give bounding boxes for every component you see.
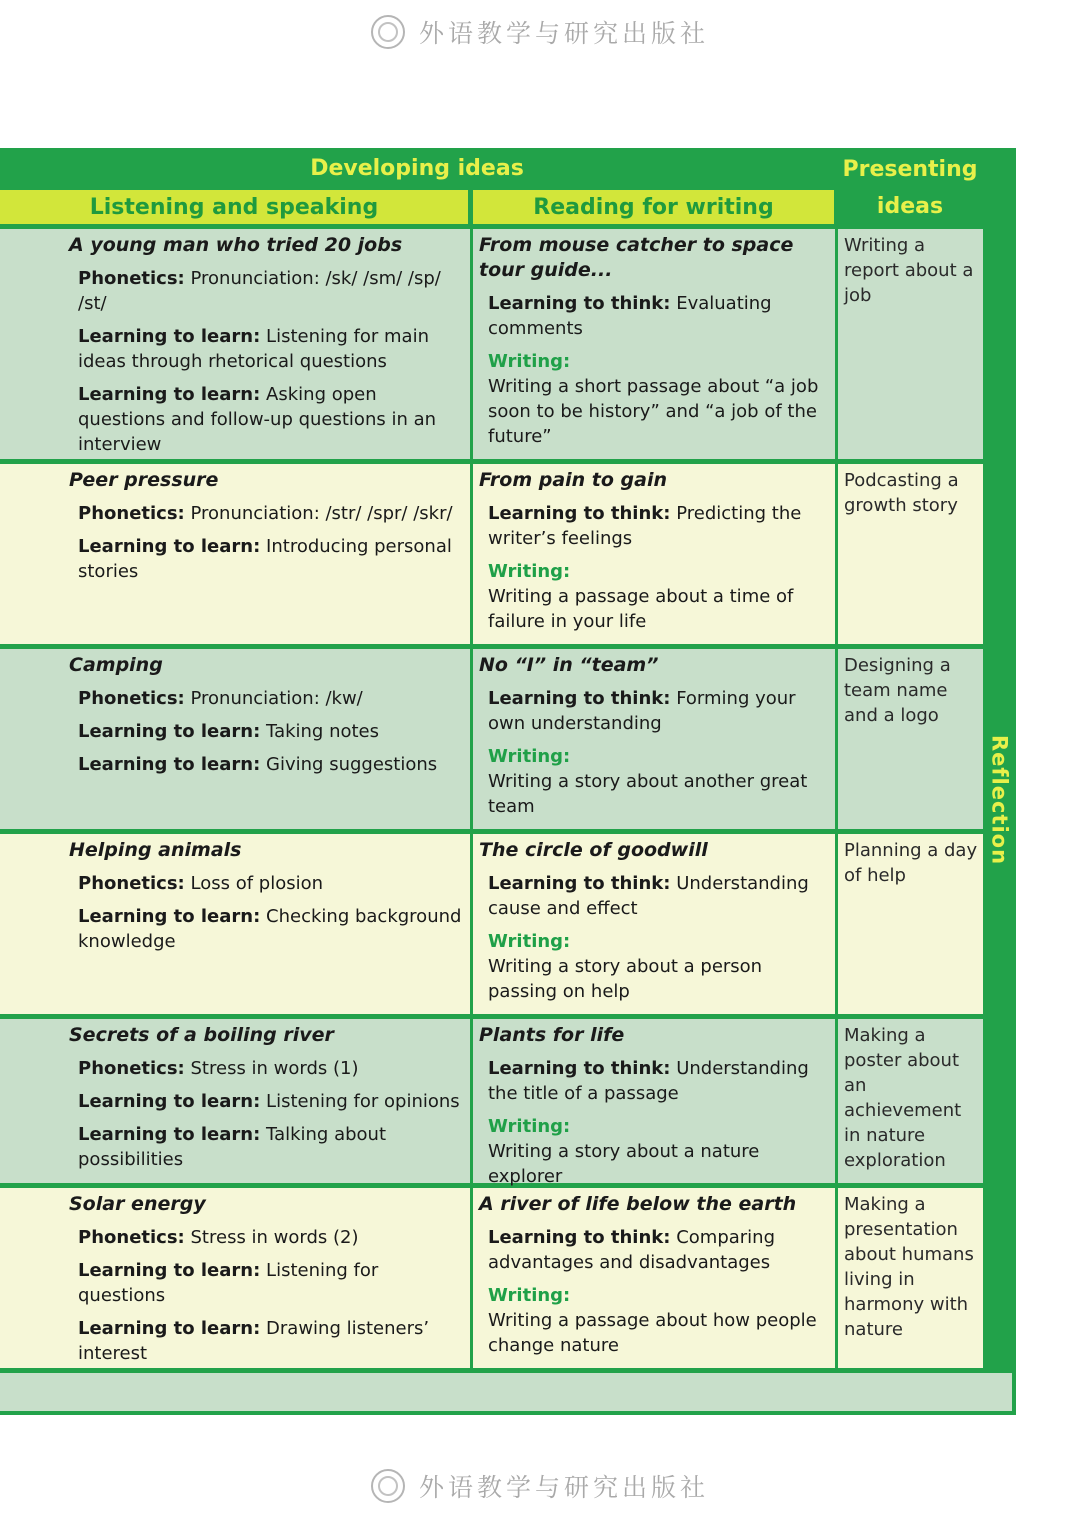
learning-value: Giving suggestions — [266, 754, 438, 775]
presenting-cell — [838, 649, 983, 829]
thinking-item — [488, 501, 829, 551]
thinking-value: Understanding cause and effect — [488, 873, 809, 919]
header-presenting-line1: Presenting — [842, 157, 978, 182]
reading-cell — [473, 649, 835, 829]
phonetics-label: Phonetics: — [78, 873, 185, 894]
learning-label: Learning to learn: — [78, 906, 261, 927]
table-row — [0, 649, 983, 829]
publisher-name: 外语教学与研究出版社 — [418, 1473, 709, 1502]
publisher-seal-icon — [371, 1469, 405, 1503]
learning-label: Learning to learn: — [78, 536, 261, 557]
reading-title: From pain to gain — [479, 469, 668, 491]
learning-item — [78, 1316, 462, 1366]
learning-value: Listening for main ideas through rhetorical questions — [78, 326, 429, 372]
presenting-cell — [838, 834, 983, 1014]
thinking-item — [488, 686, 829, 736]
writing-value: Writing a passage about a time of failure in your life — [488, 586, 794, 632]
phonetics-item — [78, 686, 462, 711]
presenting-value: Making a poster about an achievement in nature exploration — [844, 1025, 962, 1171]
reflection-column — [983, 230, 1016, 1370]
phonetics-item — [78, 501, 462, 526]
table-row — [0, 229, 983, 459]
presenting-cell — [838, 1019, 983, 1183]
thinking-item — [488, 1056, 829, 1106]
learning-value: Listening for opinions — [266, 1091, 460, 1112]
header-developing-ideas: Developing ideas — [310, 155, 524, 181]
phonetics-item — [78, 1225, 462, 1250]
phonetics-label: Phonetics: — [78, 268, 185, 289]
learning-item — [78, 382, 462, 457]
presenting-value: Planning a day of help — [844, 840, 978, 886]
learning-item — [78, 752, 462, 777]
writing-label: Writing: — [488, 746, 571, 767]
writing-label: Writing: — [488, 1285, 571, 1306]
reading-cell — [473, 229, 835, 459]
thinking-item — [488, 1225, 829, 1275]
learning-label: Learning to learn: — [78, 721, 261, 742]
writing-item — [488, 349, 829, 449]
thinking-label: Learning to think: — [488, 1227, 671, 1248]
learning-item — [78, 719, 462, 744]
learning-item — [78, 904, 462, 954]
contents-table — [0, 148, 1016, 1415]
reading-title: No “I” in “team” — [479, 654, 659, 676]
learning-item — [78, 324, 462, 374]
writing-value: Writing a story about another great team — [488, 771, 808, 817]
learning-value: Taking notes — [266, 721, 380, 742]
thinking-value: Forming your own understanding — [488, 688, 796, 734]
reading-cell — [473, 464, 835, 644]
presenting-cell — [838, 229, 983, 459]
phonetics-label: Phonetics: — [78, 1227, 185, 1248]
reading-title: Plants for life — [479, 1024, 625, 1046]
learning-value: Drawing listeners’ interest — [78, 1318, 430, 1364]
reading-title: A river of life below the earth — [479, 1193, 797, 1215]
learning-value: Checking background knowledge — [78, 906, 462, 952]
header-reading-for-writing: Reading for writing — [473, 190, 834, 224]
presenting-cell — [838, 464, 983, 644]
listening-cell — [0, 1188, 470, 1368]
listening-title: Solar energy — [69, 1193, 206, 1215]
learning-item — [78, 1122, 462, 1172]
publisher-name: 外语教学与研究出版社 — [418, 19, 709, 48]
thinking-value: Evaluating comments — [488, 293, 772, 339]
reading-title: From mouse catcher to space tour guide... — [479, 234, 794, 281]
reading-cell — [473, 1188, 835, 1368]
writing-item — [488, 744, 829, 819]
listening-cell — [0, 464, 470, 644]
thinking-item — [488, 871, 829, 921]
writing-item — [488, 1283, 829, 1358]
writing-label: Writing: — [488, 561, 571, 582]
table-row — [0, 464, 983, 644]
reading-cell — [473, 834, 835, 1014]
listening-title: A young man who tried 20 jobs — [69, 234, 403, 256]
presenting-value: Designing a team name and a logo — [844, 655, 951, 726]
thinking-label: Learning to think: — [488, 873, 671, 894]
learning-value: Talking about possibilities — [78, 1124, 387, 1170]
phonetics-value: Pronunciation: /str/ /spr/ /skr/ — [190, 503, 453, 524]
learning-label: Learning to learn: — [78, 384, 261, 405]
header-presenting-line2: ideas — [876, 194, 944, 219]
listening-cell — [0, 1019, 470, 1183]
thinking-value: Understanding the title of a passage — [488, 1058, 809, 1104]
learning-item — [78, 1089, 462, 1114]
phonetics-label: Phonetics: — [78, 503, 185, 524]
reading-cell — [473, 1019, 835, 1187]
writing-value: Writing a story about a nature explorer — [488, 1141, 760, 1187]
writing-value: Writing a story about a person passing on help — [488, 956, 763, 1002]
writing-item — [488, 559, 829, 634]
learning-item — [78, 534, 462, 584]
table-footer-band — [0, 1373, 1012, 1411]
writing-value: Writing a passage about how people change nature — [488, 1310, 817, 1356]
publisher-seal-icon — [371, 15, 405, 49]
thinking-label: Learning to think: — [488, 688, 671, 709]
learning-label: Learning to learn: — [78, 754, 261, 775]
writing-label: Writing: — [488, 351, 571, 372]
phonetics-value: Pronunciation: /kw/ — [190, 688, 363, 709]
thinking-label: Learning to think: — [488, 293, 671, 314]
learning-item — [78, 1258, 462, 1308]
phonetics-value: Stress in words (1) — [190, 1058, 359, 1079]
listening-cell — [0, 229, 470, 459]
thinking-value: Predicting the writer’s feelings — [488, 503, 802, 549]
publisher-watermark-bottom — [0, 1466, 1080, 1506]
phonetics-value: Stress in words (2) — [190, 1227, 359, 1248]
learning-label: Learning to learn: — [78, 1124, 261, 1145]
phonetics-value: Loss of plosion — [190, 873, 324, 894]
listening-title: Peer pressure — [69, 469, 219, 491]
phonetics-item — [78, 871, 462, 896]
learning-value: Listening for questions — [78, 1260, 379, 1306]
learning-label: Learning to learn: — [78, 1091, 261, 1112]
listening-cell — [0, 649, 470, 829]
table-row — [0, 834, 983, 1014]
learning-value: Asking open questions and follow-up questions in an interview — [78, 384, 437, 455]
header-presenting-ideas — [837, 148, 983, 226]
reflection-label: Reflection — [987, 734, 1012, 866]
table-row — [0, 1188, 983, 1368]
table-row — [0, 1019, 983, 1187]
thinking-label: Learning to think: — [488, 1058, 671, 1079]
writing-label: Writing: — [488, 1116, 571, 1137]
header-listening-and-speaking: Listening and speaking — [0, 190, 468, 224]
phonetics-label: Phonetics: — [78, 688, 185, 709]
learning-label: Learning to learn: — [78, 1260, 261, 1281]
thinking-label: Learning to think: — [488, 503, 671, 524]
writing-item — [488, 929, 829, 1004]
listening-title: Secrets of a boiling river — [69, 1024, 334, 1046]
learning-label: Learning to learn: — [78, 326, 261, 347]
reading-title: The circle of goodwill — [479, 839, 708, 861]
thinking-item — [488, 291, 829, 341]
learning-label: Learning to learn: — [78, 1318, 261, 1339]
publisher-watermark-top — [0, 12, 1080, 52]
writing-item — [488, 1114, 829, 1189]
listening-title: Camping — [69, 654, 163, 676]
presenting-value: Writing a report about a job — [844, 235, 974, 306]
learning-value: Introducing personal stories — [78, 536, 452, 582]
writing-label: Writing: — [488, 931, 571, 952]
presenting-value: Making a presentation about humans living in harmony with nature — [844, 1194, 974, 1340]
phonetics-label: Phonetics: — [78, 1058, 185, 1079]
presenting-value: Podcasting a growth story — [844, 470, 959, 516]
writing-value: Writing a short passage about “a job soon to be history” and “a job of the future” — [488, 376, 819, 447]
phonetics-item — [78, 266, 462, 316]
listening-title: Helping animals — [69, 839, 242, 861]
phonetics-item — [78, 1056, 462, 1081]
listening-cell — [0, 834, 470, 1014]
thinking-value: Comparing advantages and disadvantages — [488, 1227, 776, 1273]
phonetics-value: Pronunciation: /sk/ /sm/ /sp/ /st/ — [78, 268, 441, 314]
presenting-cell — [838, 1188, 983, 1368]
